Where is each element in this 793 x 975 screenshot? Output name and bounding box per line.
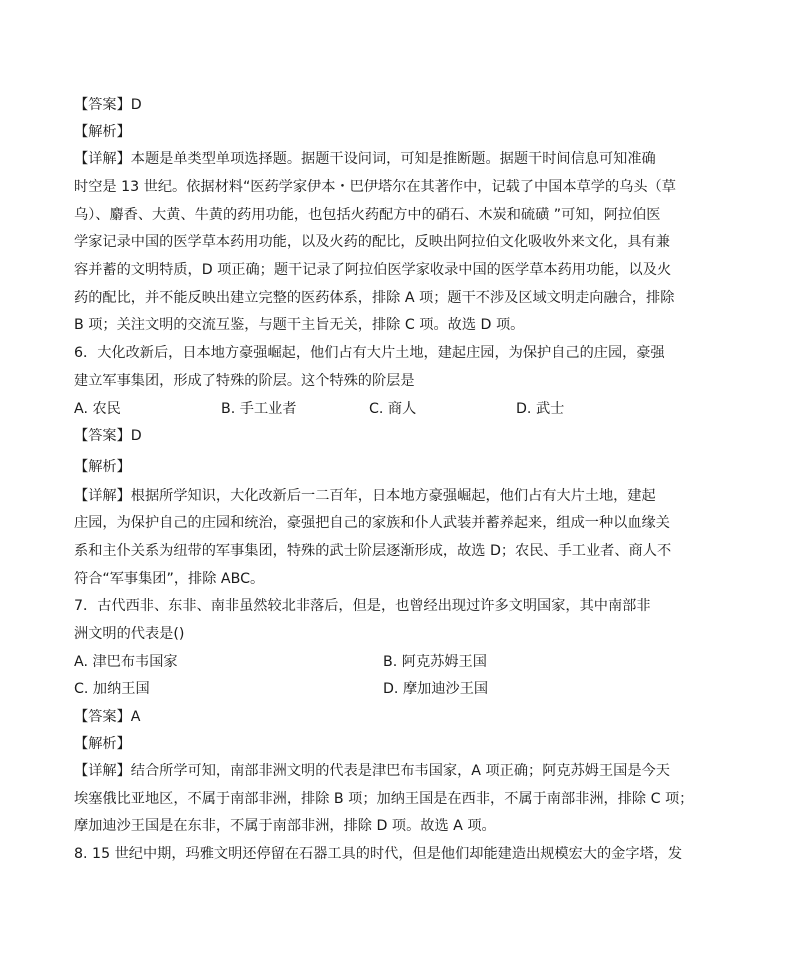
q5-answer: 【答案】D xyxy=(74,97,142,113)
q7-stem-line: 7．古代西非、东非、南非虽然较北非落后，但是，也曾经出现过许多文明国家，其中南部非 xyxy=(74,598,651,614)
q8-stem-line: 8. 15 世纪中期，玛雅文明还停留在石器工具的时代，但是他们却能建造出规模宏大的金字塔，发 xyxy=(74,846,683,862)
q7-answer: 【答案】A xyxy=(74,709,141,725)
q5-detail-line: B 项；关注文明的交流互鉴，与题干主旨无关，排除 C 项。故选 D 项。 xyxy=(74,317,525,333)
q7-option-d: D. 摩加迪沙王国 xyxy=(383,681,489,697)
q6-detail-line: 庄园，为保护自己的庄园和统治，豪强把自己的家族和仆人武装并蓄养起来，组成一种以血缘关 xyxy=(74,515,670,531)
q5-detail-line: 药的配比，并不能反映出建立完整的医药体系，排除 A 项；题干不涉及区域文明走向融合，排除 xyxy=(74,290,675,306)
q5-detail-line: 乌）、麝香、大黄、牛黄的药用功能，也包括火药配方中的硝石、木炭和硫磺 ”可知，阿拉伯医 xyxy=(74,207,661,223)
q7-stem-line: 洲文明的代表是() xyxy=(74,626,185,642)
q6-option-a: A. 农民 xyxy=(74,401,121,417)
q5-detail-line: 时空是 13 世纪。依据材料“医药学家伊本・巴伊塔尔在其著作中，记载了中国本草学的乌头（草 xyxy=(74,179,676,195)
q6-detail-line: 系和主仆关系为纽带的军事集团，特殊的武士阶层逐渐形成，故选 D；农民、手工业者、商人不 xyxy=(74,543,672,559)
q6-option-d: D. 武士 xyxy=(516,401,565,417)
q7-detail-line: 摩加迪沙王国是在东非，不属于南部非洲，排除 D 项。故选 A 项。 xyxy=(74,818,496,834)
q5-analysis-heading: 【解析】 xyxy=(74,124,131,140)
q6-option-b: B. 手工业者 xyxy=(221,401,297,417)
q7-option-a: A. 津巴布韦国家 xyxy=(74,654,178,670)
q7-detail-line: 【详解】结合所学可知，南部非洲文明的代表是津巴布韦国家，A 项正确；阿克苏姆王国是今天 xyxy=(74,763,670,779)
q7-option-c: C. 加纳王国 xyxy=(74,681,150,697)
q6-stem-line: 建立军事集团，形成了特殊的阶层。这个特殊的阶层是 xyxy=(74,373,415,389)
q5-detail-line: 学家记录中国的医学草本药用功能，以及火药的配比，反映出阿拉伯文化吸收外来文化，具有兼 xyxy=(74,234,670,250)
q6-option-c: C. 商人 xyxy=(369,401,417,417)
q7-option-b: B. 阿克苏姆王国 xyxy=(383,654,487,670)
q5-detail-line: 容并蓄的文明特质，D 项正确；题干记录了阿拉伯医学家收录中国的医学草本药用功能，以及火 xyxy=(74,262,672,278)
q6-detail-line: 符合“军事集团”，排除 ABC。 xyxy=(74,571,265,587)
q7-detail-line: 埃塞俄比亚地区，不属于南部非洲，排除 B 项；加纳王国是在西非，不属于南部非洲，排除 C 项； xyxy=(74,791,694,807)
q6-stem-line: 6．大化改新后，日本地方豪强崛起，他们占有大片土地，建起庄园，为保护自己的庄园，豪强 xyxy=(74,345,665,361)
q6-analysis-heading: 【解析】 xyxy=(74,459,131,475)
q6-answer: 【答案】D xyxy=(74,428,142,444)
q6-detail-line: 【详解】根据所学知识，大化改新后一二百年，日本地方豪强崛起，他们占有大片土地，建起 xyxy=(74,488,656,504)
q5-detail-line: 【详解】本题是单类型单项选择题。据题干设问词，可知是推断题。据题干时间信息可知准确 xyxy=(74,151,656,167)
q7-analysis-heading: 【解析】 xyxy=(74,736,131,752)
